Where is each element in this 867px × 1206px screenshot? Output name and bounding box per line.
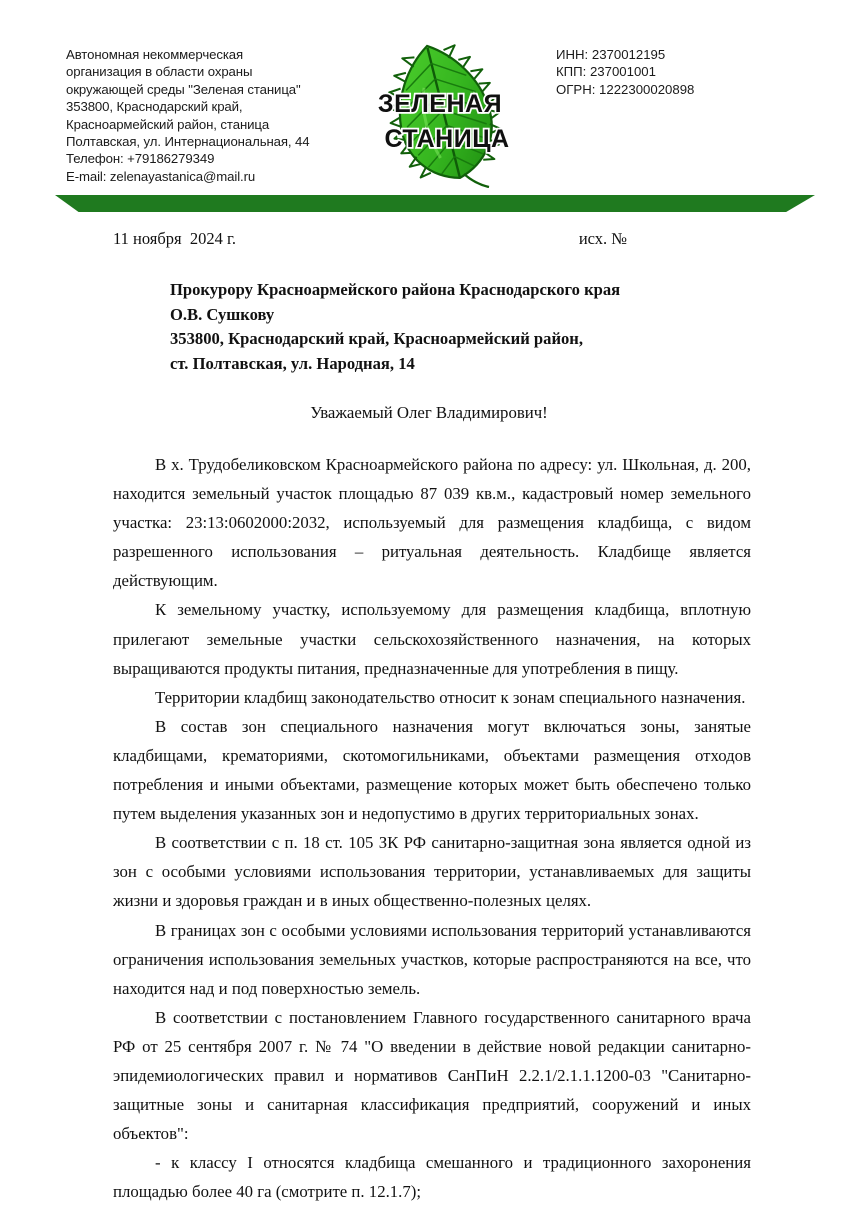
logo-line-1: ЗЕЛЕНАЯ — [377, 90, 503, 118]
registration-details — [556, 46, 836, 98]
addressee-block — [170, 278, 810, 376]
organization-logo — [352, 38, 534, 188]
letterhead-divider — [0, 195, 867, 215]
outgoing-number: исх. № — [578, 229, 627, 248]
organization-line: организация в области охраны — [66, 64, 253, 80]
letter-date: 11 ноября 2024 г. — [113, 229, 237, 248]
organization-line: 353800, Краснодарский край, — [66, 99, 243, 115]
inn-line: ИНН: 2370012195 — [556, 47, 666, 62]
addressee-line: ст. Полтавская, ул. Народная, 14 — [170, 353, 415, 373]
organization-line: Автономная некоммерческая — [66, 47, 244, 62]
body-paragraph: В границах зон с особыми условиями использования территорий устанавливаются ограничения использования земельных участков, которые распространяются на все, что находится над и под поверхностью земель. — [113, 920, 751, 998]
addressee-line: О.В. Сушкову — [170, 304, 275, 324]
body-paragraph: - к классу I относятся кладбища смешанного и традиционного захоронения площадью более 40 га (смотрите п. 12.1.7); — [113, 1153, 751, 1202]
organization-email: E-mail: zelenayastanica@mail.ru — [66, 168, 256, 184]
organization-details — [66, 46, 366, 185]
body-paragraph: В соответствии с п. 18 ст. 105 ЗК РФ санитарно-защитная зона является одной из зон с особыми условиями использования территории, устанавливаемых для защиты жизни и здоровья граждан и в иных общественно-полезных целях. — [113, 833, 751, 911]
body-paragraph: В состав зон специального назначения могут включаться зоны, занятые кладбищами, крематориями, скотомогильниками, объектами размещения отходов потребления и иными объектами, размещение которых может быть обеспечено только путем выделения указанных зон и недопустимо в других территориальных зонах. — [113, 716, 751, 824]
organization-phone: Телефон: +79186279349 — [66, 151, 215, 167]
salutation: Уважаемый Олег Владимирович! — [310, 403, 548, 422]
addressee-line: 353800, Краснодарский край, Красноармейский район, — [170, 329, 584, 349]
green-rule-bar — [55, 195, 815, 212]
organization-line: Полтавская, ул. Интернациональная, 44 — [66, 134, 310, 150]
body-paragraph: Территории кладбищ законодательство относит к зонам специального назначения. — [155, 687, 746, 707]
organization-line: окружающей среды "Зеленая станица" — [66, 81, 301, 97]
letter-body — [113, 450, 751, 1206]
letter-meta-row — [113, 228, 753, 250]
kpp-line: КПП: 237001001 — [556, 64, 656, 80]
body-paragraph: В х. Трудобеликовском Красноармейского района по адресу: ул. Школьная, д. 200, находится земельный участок площадью 87 039 кв.м., кадастровый номер земельного участка: 23:13:0602000:2032, используемый для размещения кладбища, с видом разрешенного использования – ритуальная деятельность. Кладбище является действующим. — [113, 455, 751, 591]
body-paragraph: В соответствии с постановлением Главного государственного санитарного врача РФ от 25 сентября 2007 г. № 74 "О введении в действие новой редакции санитарно-эпидемиологических правил и нормативов СанПиН 2.2.1/2.1.1.1200-03 "Санитарно-защитные зоны и санитарная классификация предприятий, сооружений и иных объектов": — [113, 1007, 751, 1144]
letterhead — [0, 0, 867, 184]
logo-line-2: СТАНИЦА — [384, 125, 510, 153]
body-paragraph: К земельному участку, используемому для размещения кладбища, вплотную прилегают земельные участки сельскохозяйственного назначения, на которых выращиваются продукты питания, предназначенные для употребления в пищу. — [113, 600, 751, 678]
ogrn-line: ОГРН: 1222300020898 — [556, 81, 695, 97]
organization-line: Красноармейский район, станица — [66, 116, 270, 132]
addressee-line: Прокурору Красноармейского района Краснодарского края — [170, 280, 621, 299]
